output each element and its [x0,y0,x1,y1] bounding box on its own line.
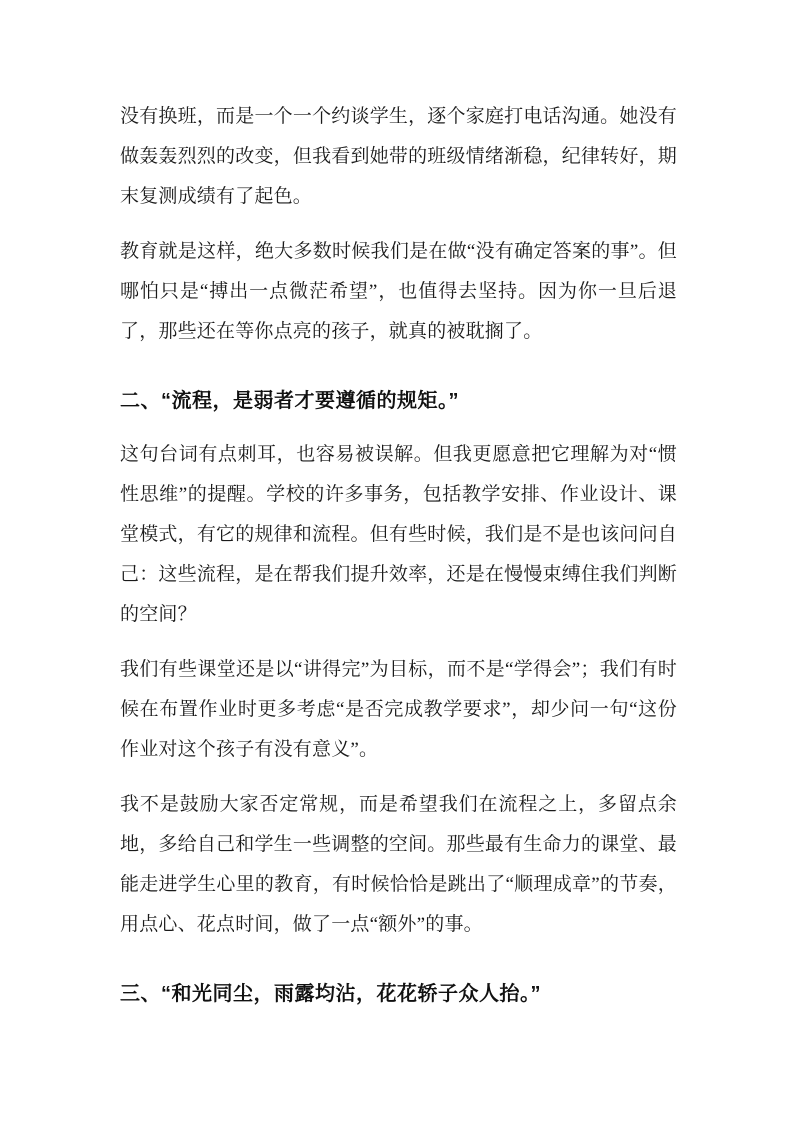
body-paragraph: 我不是鼓励大家否定常规，而是希望我们在流程之上，多留点余地，多给自己和学生一些调整的空间。那些最有生命力的课堂、最能走进学生心里的教育，有时候恰恰是跳出了“顺理成章”的节奏，用点心、花点时间，做了一点“额外”的事。 [120,794,677,935]
section-heading-3: 三、“和光同尘，雨露均沾，花花轿子众人抬。” [120,983,541,1005]
section-heading-2: 二、“流程，是弱者才要遵循的规矩。” [120,390,459,412]
body-paragraph: 没有换班，而是一个一个约谈学生，逐个家庭打电话沟通。她没有做轰轰烈烈的改变，但我看到她带的班级情绪渐稳，纪律转好，期末复测成绩有了起色。 [120,106,677,207]
body-paragraph: 我们有些课堂还是以“讲得完”为目标，而不是“学得会”；我们有时候在布置作业时更多考虑“是否完成教学要求”，却少问一句“这份作业对这个孩子有没有意义”。 [120,659,677,760]
body-paragraph: 教育就是这样，绝大多数时候我们是在做“没有确定答案的事”。但哪怕只是“搏出一点微茫希望”，也值得去坚持。因为你一旦后退了，那些还在等你点亮的孩子，就真的被耽搁了。 [120,241,677,342]
body-paragraph: 这句台词有点刺耳，也容易被误解。但我更愿意把它理解为对“惯性思维”的提醒。学校的许多事务，包括教学安排、作业设计、课堂模式，有它的规律和流程。但有些时候，我们是不是也该问问自己：这些流程，是在帮我们提升效率，还是在慢慢束缚住我们判断的空间？ [120,444,677,625]
